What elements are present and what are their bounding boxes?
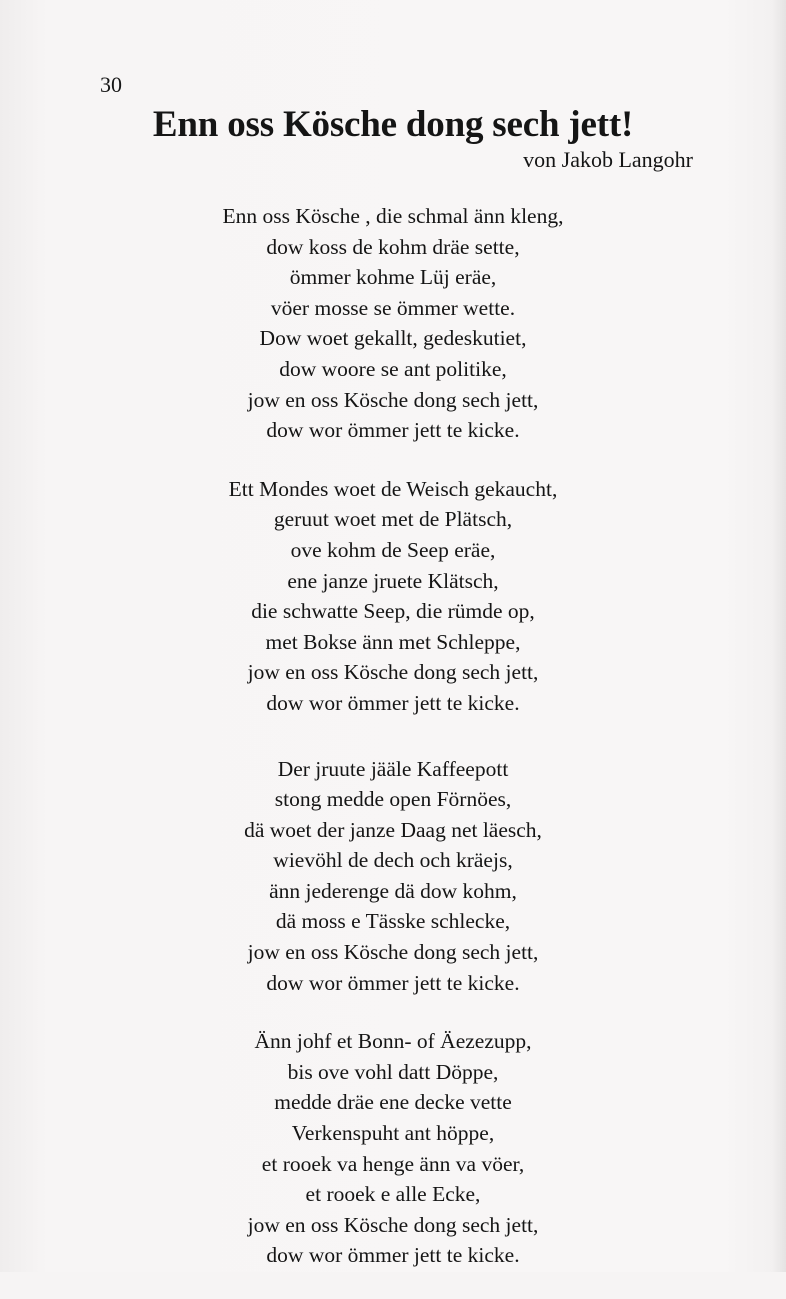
poem-line: geruut woet met de Plätsch, [273, 507, 513, 532]
stanza-2 [0, 474, 786, 719]
poem-line: dä woet der janze Daag net läesch, [244, 817, 542, 842]
poem-line: Änn johf et Bonn- of Äezezupp, [254, 1029, 532, 1054]
poem-line: et rooek va henge änn va vöer, [261, 1151, 525, 1176]
poem-line: dow wor ömmer jett te kicke. [266, 1243, 520, 1268]
poem-line: medde dräe ene decke vette [274, 1090, 512, 1115]
poem-line: Dow woet gekallt, gedeskutiet, [259, 326, 527, 351]
poem-line: Verkenspuht ant höppe, [291, 1121, 495, 1146]
poem-line: dow woore se ant politike, [279, 356, 507, 381]
stanza-1 [0, 201, 786, 446]
stanza-4 [0, 1026, 786, 1271]
poem-line: dow wor ömmer jett te kicke. [266, 970, 520, 995]
poem-line: bis ove vohl datt Döppe, [287, 1059, 499, 1084]
poem-line: ömmer kohme Lüj eräe, [289, 265, 497, 290]
poem-line: wievöhl de dech och kräejs, [273, 848, 513, 873]
poem-line: Der jruute jääle Kaffeepott [277, 756, 509, 781]
poem-line: jow en oss Kösche dong sech jett, [247, 387, 539, 412]
poem-line: et rooek e alle Ecke, [305, 1182, 481, 1207]
poem-author: von Jakob Langohr [523, 147, 693, 172]
poem-line: dow koss de kohm dräe sette, [266, 234, 520, 259]
poem-line: jow en oss Kösche dong sech jett, [247, 1212, 539, 1237]
poem-line: stong medde open Förnöes, [274, 787, 512, 812]
poem-line: Ett Mondes woet de Weisch gekaucht, [228, 476, 558, 501]
page-number: 30 [100, 72, 122, 97]
poem-line: die schwatte Seep, die rümde op, [251, 599, 535, 624]
stanza-3 [0, 754, 786, 999]
poem-line: ove kohm de Seep eräe, [290, 537, 496, 562]
poem-line: met Bokse änn met Schleppe, [265, 629, 521, 654]
poem-line: Enn oss Kösche , die schmal änn kleng, [222, 204, 564, 228]
poem-title: Enn oss Kösche dong sech jett! [152, 104, 634, 145]
poem-line: jow en oss Kösche dong sech jett, [247, 660, 539, 685]
poem-body [0, 201, 786, 1299]
poem-line: dow wor ömmer jett te kicke. [266, 690, 520, 715]
poem-line: jow en oss Kösche dong sech jett, [247, 940, 539, 965]
poem-line: dow wor ömmer jett te kicke. [266, 418, 520, 443]
poem-line: dä moss e Tässke schlecke, [275, 909, 511, 934]
poem-line: vöer mosse se ömmer wette. [270, 295, 516, 320]
poem-line: ene janze jruete Klätsch, [287, 568, 499, 593]
poem-line: änn jederenge dä dow kohm, [269, 878, 517, 903]
